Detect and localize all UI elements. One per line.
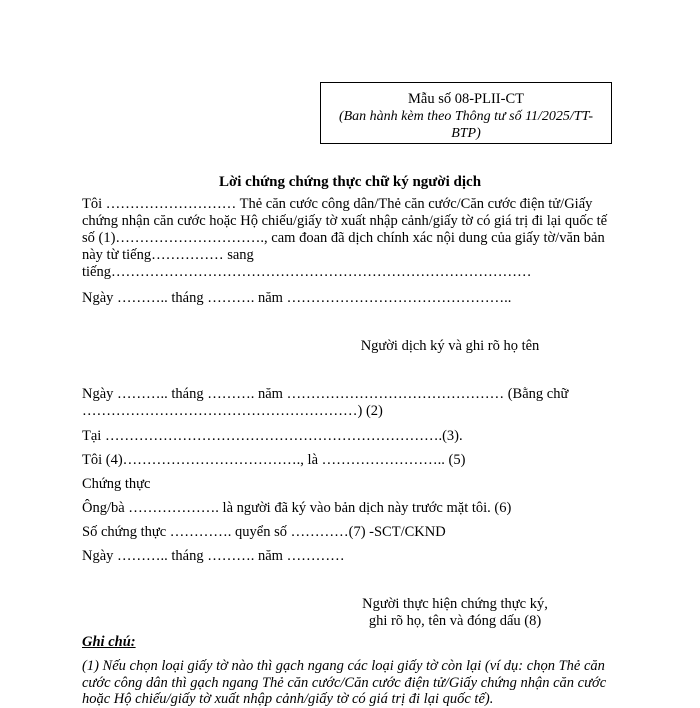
translator-signature-label: Người dịch ký và ghi rõ họ tên <box>360 338 540 354</box>
date-line-translator: Ngày ……….. tháng ………. năm ……………………………………….. <box>82 290 512 306</box>
certifier-signature-block <box>340 596 570 630</box>
document-title: Lời chứng chứng thực chữ ký người dịch <box>218 174 482 190</box>
officer-line: Tôi (4)………………………………., là …………………….. (5) <box>82 452 466 468</box>
date-line-certification: Ngày ……….. tháng ………. năm ……………………………………… (Bằng chữ …………………………………………………) (2) <box>82 386 569 419</box>
certifier-signature-line-2: ghi rõ họ, tên và đóng dấu (8) <box>368 613 542 629</box>
notes-heading: Ghi chú: <box>82 634 136 650</box>
issued-by-note: (Ban hành kèm theo Thông tư số 11/2025/TT-BTP) <box>338 109 594 141</box>
form-code: Mẫu số 08-PLII-CT <box>408 91 524 107</box>
certifier-signature-line-1: Người thực hiện chứng thực ký, <box>362 596 548 612</box>
translator-statement: Tôi ……………………… Thẻ căn cước công dân/Thẻ căn cước/Căn cước điện tử/Giấy chứng nhận căn cước hoặc Hộ chiếu/giấy tờ xuất nhập cảnh/giấy tờ có giá trị đi lại quốc tế số (1)…………………………., cam đoan đã dịch chính xác nội dung của giấy tờ/văn bản này từ tiếng…………… sang tiếng…………………………………………………………………………… <box>82 196 608 280</box>
date-line-final: Ngày ……….. tháng ………. năm ………… <box>82 548 345 564</box>
form-code-box <box>320 82 612 144</box>
certify-heading: Chứng thực <box>82 476 151 492</box>
note-item-1: (1) Nếu chọn loại giấy tờ nào thì gạch ngang các loại giấy tờ còn lại (ví dụ: chọn Thẻ căn cước công dân thì gạch ngang Thẻ căn cước/Căn cước điện tử/Giấy chứng nhận căn cước hoặc Hộ chiếu/giấy tờ xuất nhập cảnh/giấy tờ có giá trị đi lại quốc tế). <box>82 658 607 707</box>
person-line: Ông/bà ………………. là người đã ký vào bản dịch này trước mặt tôi. (6) <box>82 500 512 516</box>
place-line: Tại …………………………………………………………….(3). <box>82 428 463 444</box>
certificate-number-line: Số chứng thực …………. quyển số …………(7) -SCT/CKND <box>82 524 446 540</box>
